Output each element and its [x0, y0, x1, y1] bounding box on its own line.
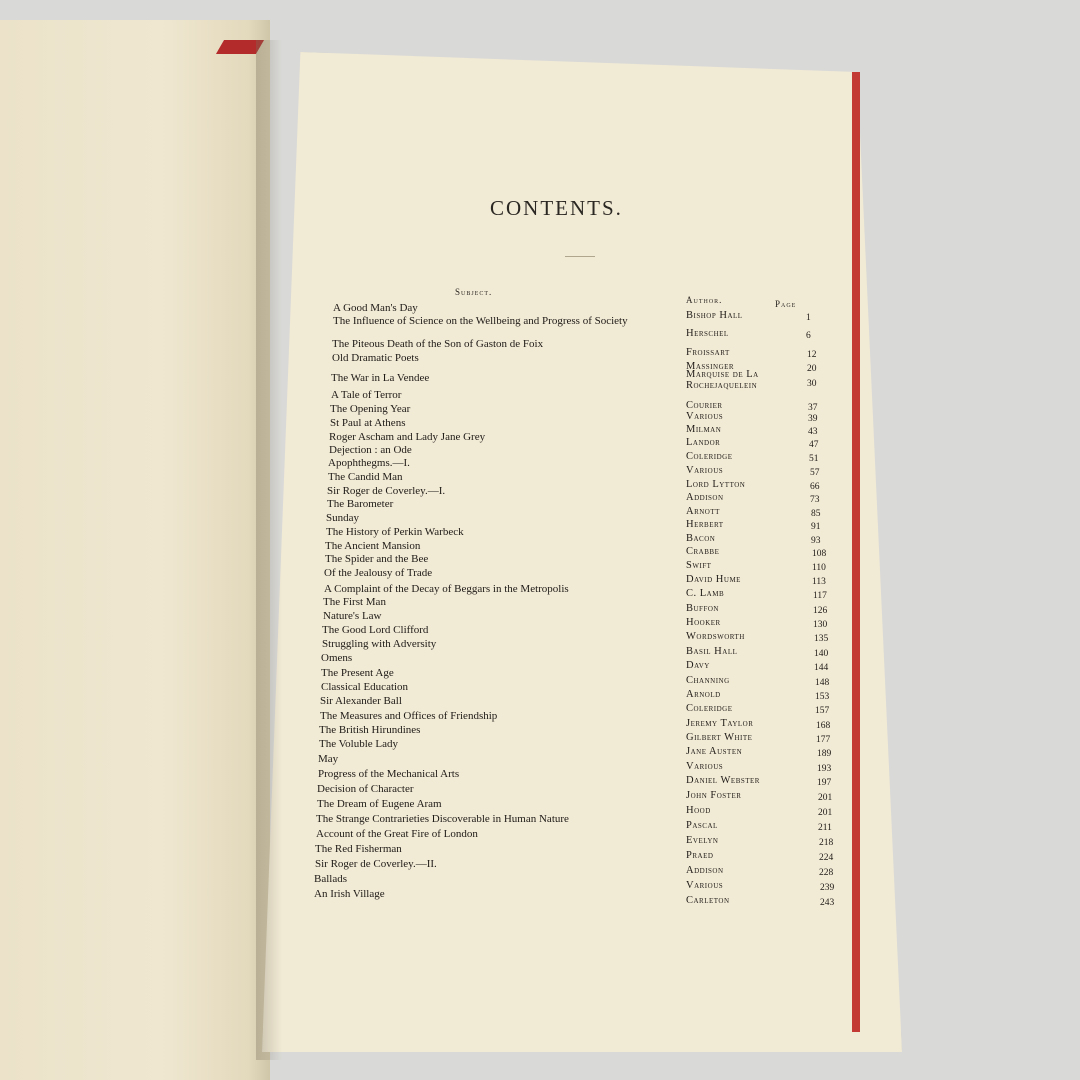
entry-author: Herbert	[686, 519, 724, 530]
entry-page-number: 47	[809, 440, 819, 450]
entry-author: Carleton	[686, 895, 730, 906]
entry-subject: A Tale of Terror	[331, 389, 402, 401]
entry-page-number: 73	[810, 495, 820, 505]
subject-header: Subject.	[455, 287, 493, 297]
entry-author: Jane Austen	[686, 746, 743, 757]
entry-page-number: 117	[813, 591, 827, 601]
entry-page-number: 57	[810, 468, 820, 478]
contents-entry	[315, 858, 840, 878]
entry-author: Courier	[686, 400, 723, 411]
entry-author: Coleridge	[686, 451, 733, 462]
entry-subject: Roger Ascham and Lady Jane Grey	[329, 431, 486, 443]
entry-author: Addison	[686, 865, 724, 876]
entry-subject: Sunday	[326, 512, 359, 524]
entry-author: Gilbert White	[686, 732, 753, 743]
entry-author: Massinger	[686, 361, 735, 372]
entry-author: Jeremy Taylor	[686, 718, 754, 729]
entry-subject: St Paul at Athens	[330, 417, 406, 429]
entry-page-number: 228	[819, 868, 834, 878]
contents-entry	[330, 417, 840, 437]
entry-subject: The Influence of Science on the Wellbeing and Progress of Society	[333, 315, 628, 327]
entry-author: Praed	[686, 850, 714, 861]
entry-subject: A Complaint of the Decay of Beggars in the Metropolis	[324, 583, 569, 595]
entry-author: Lord Lytton	[686, 479, 746, 490]
entry-subject: The Red Fisherman	[315, 843, 402, 855]
contents-entry	[315, 843, 840, 863]
entry-subject: The British Hirundines	[319, 724, 421, 736]
entry-page-number: 218	[819, 838, 834, 848]
entry-subject: Of the Jealousy of Trade	[324, 567, 433, 579]
entry-subject: The War in La Vendee	[331, 372, 430, 384]
entry-subject: Account of the Great Fire of London	[316, 828, 478, 840]
entry-page-number: 130	[813, 620, 828, 630]
entry-subject: Apophthegms.—I.	[328, 457, 410, 469]
author-header: Author.	[686, 295, 723, 305]
entry-author: Herschel	[686, 328, 729, 339]
entry-author: Buffon	[686, 603, 719, 614]
title-rule	[565, 256, 595, 257]
entry-author: Marquise de La Rochejaquelein	[686, 369, 759, 391]
entry-author: Swift	[686, 560, 712, 571]
contents-entry	[317, 783, 840, 803]
entry-page-number: 37	[808, 403, 818, 413]
entry-page-number: 93	[811, 536, 821, 546]
entry-page-number: 126	[813, 606, 828, 616]
entry-author: Various	[686, 411, 724, 422]
entry-subject: The Spider and the Bee	[325, 553, 429, 565]
entry-page-number: 66	[810, 482, 820, 492]
contents-entry	[323, 610, 840, 630]
left-page	[0, 20, 270, 1080]
entry-page-number: 193	[817, 764, 832, 774]
entry-author: Milman	[686, 424, 722, 435]
entry-page-number: 157	[815, 706, 830, 716]
entry-subject: The Good Lord Clifford	[322, 624, 429, 636]
contents-entry	[324, 567, 840, 587]
entry-subject: The Dream of Eugene Aram	[317, 798, 442, 810]
entry-author: Channing	[686, 675, 730, 686]
entry-page-number: 135	[814, 634, 829, 644]
entry-subject: Classical Education	[321, 681, 409, 693]
entry-page-number: 144	[814, 663, 829, 673]
entry-author: Evelyn	[686, 835, 719, 846]
entry-page-number: 113	[812, 577, 826, 587]
entry-page-number: 201	[818, 808, 833, 818]
contents-entry	[326, 526, 840, 546]
entry-subject: The Barometer	[327, 498, 394, 510]
entry-author: Arnott	[686, 506, 720, 517]
entry-page-number: 108	[812, 549, 827, 559]
entry-subject: Decision of Character	[317, 783, 414, 795]
contents-entry	[325, 553, 840, 573]
entry-subject: The Opening Year	[330, 403, 411, 415]
entry-page-number: 91	[811, 522, 821, 532]
entry-subject: Omens	[321, 652, 353, 664]
entry-subject: The Candid Man	[328, 471, 403, 483]
entry-author: Bacon	[686, 533, 716, 544]
entry-subject: The First Man	[323, 596, 386, 608]
contents-entry	[316, 813, 840, 833]
entry-page-number: 189	[817, 749, 832, 759]
entry-page-number: 243	[820, 898, 835, 908]
entry-page-number: 85	[811, 509, 821, 519]
entry-page-number: 43	[808, 427, 818, 437]
entry-subject: An Irish Village	[314, 888, 385, 900]
entry-subject: May	[318, 753, 339, 765]
entry-author: Crabbe	[686, 546, 720, 557]
entry-author: Various	[686, 880, 724, 891]
entry-author: Addison	[686, 492, 724, 503]
entry-subject: Ballads	[314, 873, 347, 885]
entry-page-number: 153	[815, 692, 830, 702]
entry-author: Arnold	[686, 689, 721, 700]
entry-page-number: 6	[806, 331, 811, 341]
entry-subject: Sir Alexander Ball	[320, 695, 402, 707]
entry-page-number: 168	[816, 721, 831, 731]
entry-author: David Hume	[686, 574, 741, 585]
contents-entry	[318, 768, 840, 788]
entry-page-number: 20	[807, 364, 817, 374]
entry-author: Coleridge	[686, 703, 733, 714]
entry-subject: The Measures and Offices of Friendship	[320, 710, 498, 722]
entry-subject: The Voluble Lady	[319, 738, 399, 750]
contents-entry	[324, 583, 840, 601]
entry-subject: Sir Roger de Coverley.—I.	[327, 485, 446, 497]
entry-author: Basil Hall	[686, 646, 738, 657]
entry-subject: Struggling with Adversity	[322, 638, 437, 650]
contents-entry	[314, 873, 840, 893]
entry-page-number: 30	[807, 379, 817, 389]
spine-shadow	[256, 40, 282, 1060]
entry-subject: A Good Man's Day	[333, 302, 418, 314]
entry-author: Daniel Webster	[686, 775, 760, 786]
entry-author: Froissart	[686, 347, 730, 358]
contents-entry	[314, 888, 840, 908]
entry-subject: The Piteous Death of the Son of Gaston de Foix	[332, 338, 544, 350]
entry-page-number: 224	[819, 853, 834, 863]
entry-page-number: 39	[808, 414, 818, 424]
entry-subject: Sir Roger de Coverley.—II.	[315, 858, 437, 870]
entry-page-number: 140	[814, 649, 829, 659]
entry-author: Landor	[686, 437, 721, 448]
entry-author: C. Lamb	[686, 588, 725, 599]
entry-page-number: 1	[806, 313, 811, 323]
entry-page-number: 197	[817, 778, 832, 788]
entry-page-number: 12	[807, 350, 817, 360]
entry-author: Bishop Hall	[686, 310, 743, 321]
contents-entry	[332, 352, 840, 374]
entry-subject: The Present Age	[321, 667, 394, 679]
entry-subject: The Strange Contrarieties Discoverable in Human Nature	[316, 813, 569, 825]
entry-author: Davy	[686, 660, 710, 671]
contents-entry	[317, 798, 840, 818]
entry-subject: Progress of the Mechanical Arts	[318, 768, 460, 780]
entry-subject: The Ancient Mansion	[325, 540, 421, 552]
entry-subject: The History of Perkin Warbeck	[326, 526, 464, 538]
red-cover-edge-right	[852, 72, 860, 1032]
contents-entry	[319, 738, 840, 759]
entry-page-number: 110	[812, 563, 826, 573]
entry-author: Various	[686, 761, 724, 772]
entry-subject: Old Dramatic Poets	[332, 352, 419, 364]
entry-page-number: 211	[818, 823, 832, 833]
entry-author: Hood	[686, 805, 711, 816]
contents-entry	[316, 828, 840, 848]
entry-subject: Dejection : an Ode	[329, 444, 412, 456]
entry-author: Pascal	[686, 820, 718, 831]
entry-page-number: 51	[809, 454, 819, 464]
page-title: CONTENTS.	[490, 196, 623, 220]
entry-page-number: 201	[818, 793, 833, 803]
entry-author: Hooker	[686, 617, 721, 628]
entry-subject: Nature's Law	[323, 610, 382, 622]
entry-page-number: 148	[815, 678, 830, 688]
entry-author: John Foster	[686, 790, 742, 801]
entry-page-number: 239	[820, 883, 835, 893]
entry-author: Wordsworth	[686, 631, 745, 642]
page-header: Page	[775, 299, 797, 309]
entry-author: Various	[686, 465, 724, 476]
entry-page-number: 177	[816, 735, 831, 745]
